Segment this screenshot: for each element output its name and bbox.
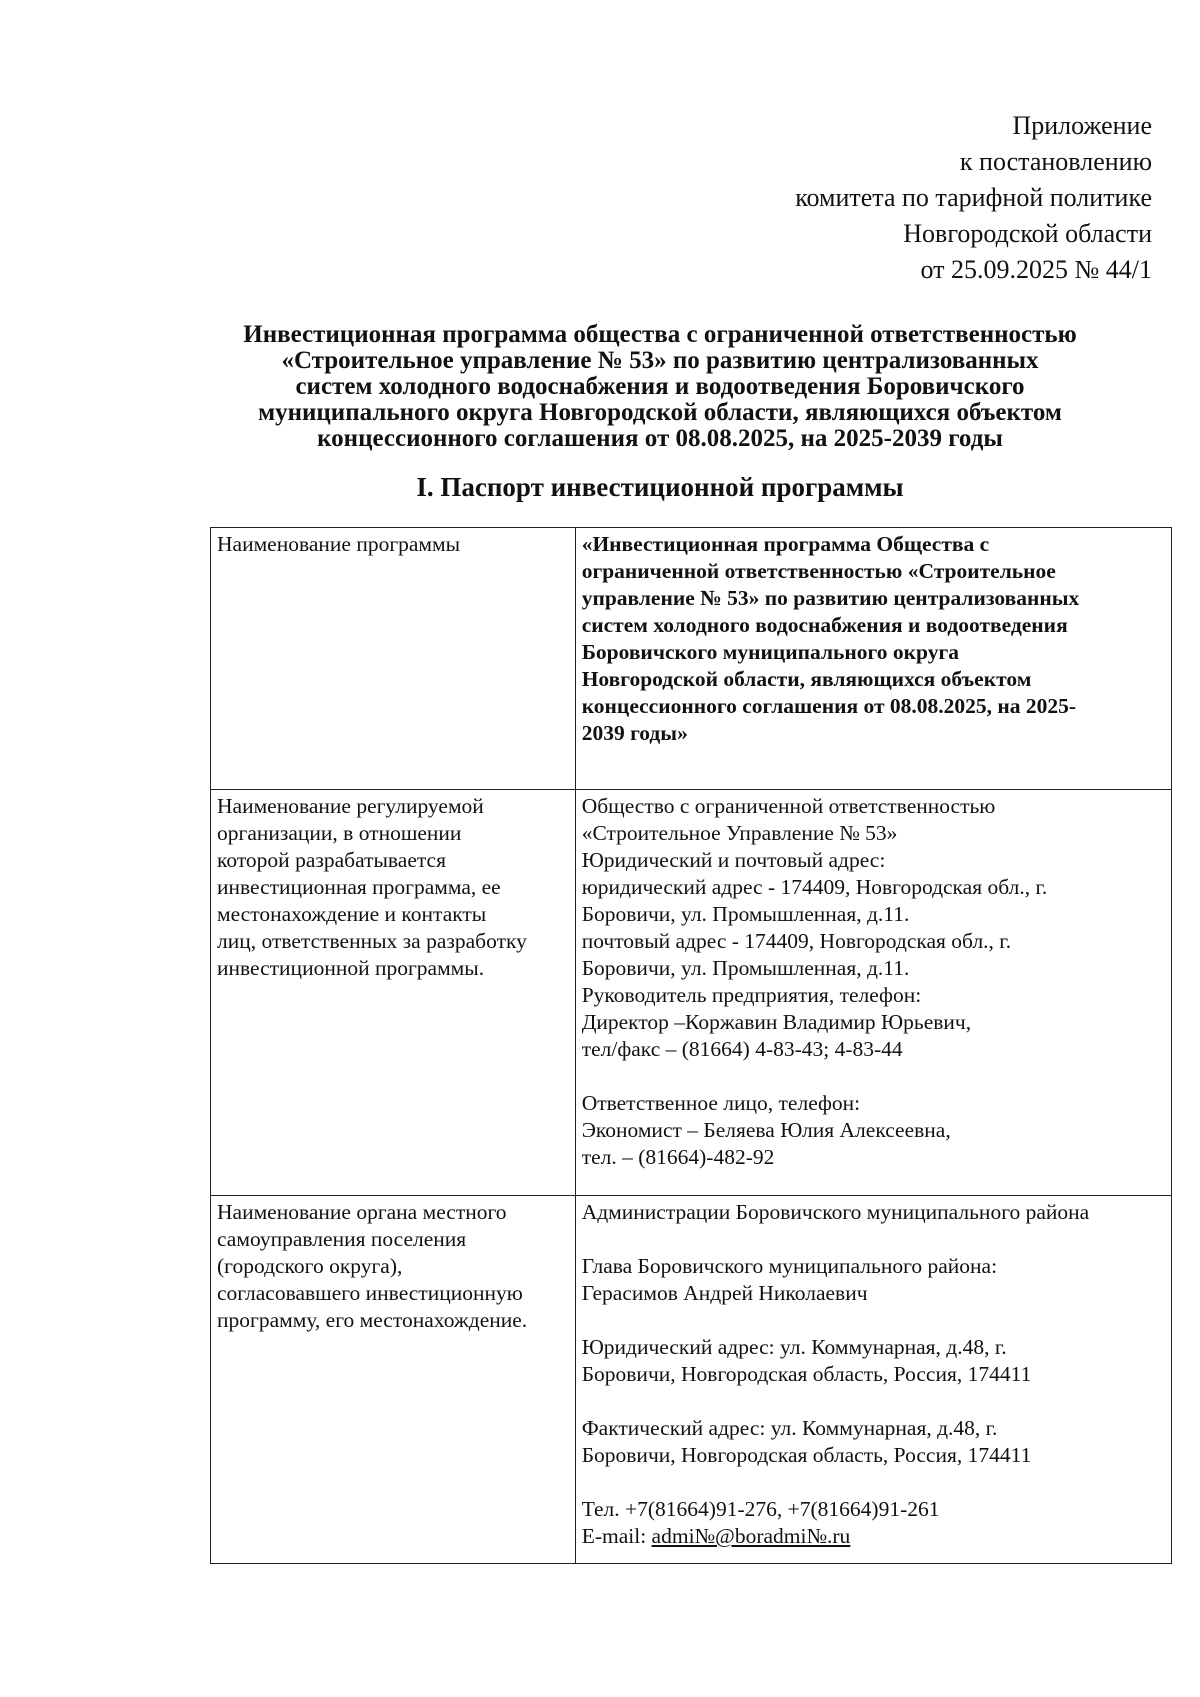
contact-line: тел. – (81664)-482-92	[581, 1145, 775, 1169]
phone-line: Тел. +7(81664)91-276, +7(81664)91-261	[581, 1497, 940, 1521]
row-label-line: инвестиционная программа, ее	[217, 875, 501, 899]
title-line: Инвестиционная программа общества с ограниченной ответственностью	[243, 321, 1077, 348]
actual-address-line: Боровичи, Новгородская область, Россия, 174411	[581, 1443, 1032, 1467]
spacer	[582, 1307, 1165, 1334]
table-row	[211, 1196, 1172, 1564]
contact-line: Ответственное лицо, телефон:	[581, 1091, 861, 1115]
spacer	[582, 1388, 1165, 1415]
email-link[interactable]: admi№@boradmi№.ru	[651, 1524, 851, 1548]
email-line	[582, 1523, 1165, 1550]
table-row	[211, 790, 1172, 1196]
head-line: Герасимов Андрей Николаевич	[581, 1281, 868, 1305]
row-label-line: лиц, ответственных за разработку	[217, 929, 527, 953]
row-label-line: Наименование органа местного	[217, 1200, 507, 1224]
contact-line: Экономист – Беляева Юлия Алексеевна,	[581, 1118, 951, 1142]
program-name-line: управление № 53» по развитию централизованных	[581, 586, 1080, 610]
value-cell	[575, 528, 1171, 790]
row-label-line: инвестиционной программы.	[217, 956, 485, 980]
program-name-line: ограниченной ответственностью «Строительное	[581, 559, 1056, 583]
document-title	[150, 322, 1170, 452]
program-name-line: Новгородской области, являющихся объектом	[581, 667, 1032, 691]
row-label-line: (городского округа),	[217, 1254, 403, 1278]
table-row	[211, 528, 1172, 790]
legal-address-line: Боровичи, Новгородская область, Россия, 174411	[581, 1362, 1032, 1386]
row-label: Наименование программы	[217, 532, 461, 556]
organization-line: тел/факс – (81664) 4-83-43; 4-83-44	[581, 1037, 903, 1061]
spacer	[582, 1063, 1165, 1090]
program-name-line: концессионного соглашения от 08.08.2025, на 2025-	[581, 694, 1077, 718]
legal-address-line: Юридический адрес: ул. Коммунарная, д.48, г.	[581, 1335, 1007, 1359]
approval-line: Приложение	[1012, 111, 1152, 140]
approval-line: комитета по тарифной политике	[795, 183, 1152, 212]
spacer	[582, 1469, 1165, 1496]
organization-line: Боровичи, ул. Промышленная, д.11.	[581, 956, 910, 980]
passport-table	[210, 527, 1172, 1564]
value-cell	[575, 1196, 1171, 1564]
section-heading: I. Паспорт инвестиционной программы	[416, 472, 904, 502]
title-line: систем холодного водоснабжения и водоотведения Боровичского	[295, 373, 1025, 400]
organization-line: Боровичи, ул. Промышленная, д.11.	[581, 902, 910, 926]
program-name-line: 2039 годы»	[581, 721, 688, 745]
organization-line: Юридический и почтовый адрес:	[581, 848, 886, 872]
organization-line: Общество с ограниченной ответственностью	[581, 794, 996, 818]
email-label: E-mail:	[581, 1524, 652, 1548]
row-label-line: согласовавшего инвестиционную	[217, 1281, 523, 1305]
value-cell	[575, 790, 1171, 1196]
row-label-line: программу, его местонахождение.	[217, 1308, 528, 1332]
head-line: Глава Боровичского муниципального района:	[581, 1254, 998, 1278]
title-line: концессионного соглашения от 08.08.2025, на 2025-2039 годы	[317, 425, 1003, 452]
organization-line: Директор –Коржавин Владимир Юрьевич,	[581, 1010, 972, 1034]
organization-line: Руководитель предприятия, телефон:	[581, 983, 922, 1007]
authority-name: Администрации Боровичского муниципального района	[581, 1200, 1090, 1224]
organization-line: юридический адрес - 174409, Новгородская обл., г.	[581, 875, 1048, 899]
label-cell	[211, 790, 576, 1196]
label-cell	[211, 528, 576, 790]
approval-line: от 25.09.2025 № 44/1	[920, 255, 1152, 284]
approval-line: к постановлению	[959, 147, 1152, 176]
program-name-line: систем холодного водоснабжения и водоотведения	[581, 613, 1068, 637]
title-line: «Строительное управление № 53» по развитию централизованных	[281, 347, 1039, 374]
row-label-line: самоуправления поселения	[217, 1227, 467, 1251]
row-label-line: Наименование регулируемой	[217, 794, 484, 818]
label-cell	[211, 1196, 576, 1564]
organization-line: «Строительное Управление № 53»	[581, 821, 898, 845]
row-label-line: организации, в отношении	[217, 821, 462, 845]
program-name-line: «Инвестиционная программа Общества с	[581, 532, 990, 556]
approval-block	[795, 108, 1152, 288]
spacer	[582, 1226, 1165, 1253]
actual-address-line: Фактический адрес: ул. Коммунарная, д.48, г.	[581, 1416, 998, 1440]
row-label-line: местонахождение и контакты	[217, 902, 487, 926]
program-name-line: Боровичского муниципального округа	[581, 640, 959, 664]
title-line: муниципального округа Новгородской области, являющихся объектом	[258, 399, 1062, 426]
approval-line: Новгородской области	[903, 219, 1152, 248]
organization-line: почтовый адрес - 174409, Новгородская обл., г.	[581, 929, 1012, 953]
row-label-line: которой разрабатывается	[217, 848, 446, 872]
